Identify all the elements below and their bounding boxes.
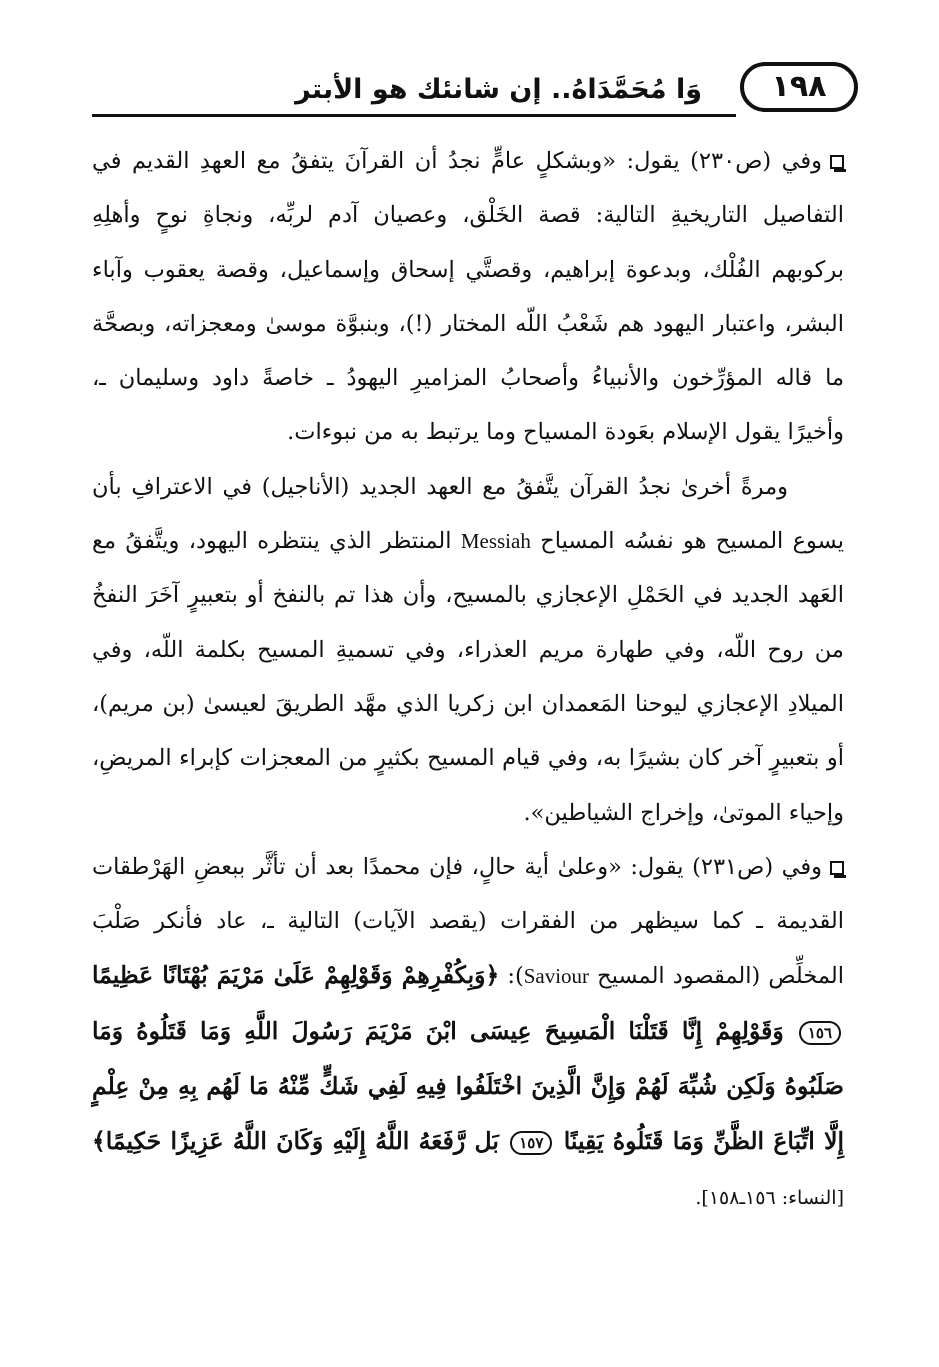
paragraph-3-text-b: ):: [507, 963, 524, 990]
paragraph-2-text-b: المنتظر الذي ينتظره اليهود، ويتَّفقُ مع العَهد الجديد في الحَمْلِ الإعجازي بالمسيح، وأن هذا تم بالنفخ أو بتعبيرٍ آخَرَ النفخُ من روح اللّه، وفي طهارة مريم العذراء، وفي تسميةِ المسيح بكلمة اللّه، وفي الميلادِ الإعجازي ليوحنا المَعمدان ابن زكريا الذي مهَّد الطريقَ لعيسىٰ (بن مريم)، أو بتعبيرٍ آخر كان بشيرًا به، وفي قيام المسيح بكثيرٍ من المعجزات كإبراء المريضِ، وإحياء الموتىٰ، وإخراج الشياطين».: [92, 528, 844, 826]
quran-verse-part-2: وَقَوْلِهِمْ إِنَّا قَتَلْنَا الْمَسِيحَ عِيسَى ابْنَ مَرْيَمَ رَسُولَ اللَّهِ وَمَا قَتَلُوهُ وَمَا صَلَبُوهُ وَلَكِن شُبِّهَ لَهُمْ وَإِنَّ الَّذِينَ اخْتَلَفُوا فِيهِ لَفِي شَكٍّ مِّنْهُ مَا لَهُم بِهِ مِنْ عِلْمٍ إِلَّا اتِّبَاعَ الظَّنِّ وَمَا قَتَلُوهُ يَقِينًا: [92, 1016, 845, 1156]
quran-verse-part-1: ﴿وَبِكُفْرِهِمْ وَقَوْلِهِمْ عَلَىٰ مَرْيَمَ بُهْتَانًا عَظِيمًا: [92, 961, 500, 990]
paragraph-2: [92, 460, 844, 840]
quran-citation: [النساء: ١٥٦ـ١٥٨].: [695, 1186, 844, 1209]
paragraph-3: [92, 840, 844, 1225]
running-title: وَا مُحَمَّدَاهُ.. إن شانئك هو الأبتر: [295, 74, 702, 105]
page-header: [92, 58, 862, 120]
paragraph-1: [92, 134, 844, 460]
page-number: ١٩٨: [771, 69, 827, 104]
paragraph-3-text-a: وفي (ص٢٣١) يقول: «وعلىٰ أية حالٍ، فإن محمدًا بعد أن تأثَّر ببعضِ الهَرْطقات القديمة ـ كما سيظهر من الفقرات (يقصد الآيات) التالية ـ، عاد فأنكر صَلْبَ المخلِّص (المقصود المسيح: [92, 853, 844, 990]
ayah-number-badge: ١٥٦: [799, 1021, 841, 1045]
paragraph-1-text: وفي (ص٢٣٠) يقول: «وبشكلٍ عامٍّ نجدُ أن القرآنَ يتفقُ مع العهدِ القديم في التفاصيل التاريخيةِ التالية: قصة الخَلْق، وعصيان آدم لربِّه، ونجاةِ نوحٍ وأهلِهِ بركوبهم الفُلْك، وبدعوة إبراهيم، وقصتَّي إسحاق وإسماعيل، وقصة يعقوب وآباء البشر، واعتبار اليهود هم شَعْبُ اللّه المختار (!)، وبنبوَّة موسىٰ ومعجزاته، وبصحَّة ما قاله المؤرِّخون والأنبياءُ وأصحابُ المزاميرِ اليهودُ ـ خاصةً داود وسليمان ـ، وأخيرًا يقول الإسلام بعَودة المسياح وما يرتبط به من نبوءات.: [92, 148, 844, 446]
body-text: [92, 134, 844, 1225]
square-bullet-icon: [830, 861, 844, 875]
paragraph-2-text-a: ومرةً أخرىٰ نجدُ القرآن يتَّفقُ مع العهد الجديد (الأناجيل) في الاعترافِ بأن يسوع المسيح هو نفسُه المسياح: [92, 473, 845, 555]
latin-term-messiah: Messiah: [460, 529, 531, 554]
ayah-number-badge: ١٥٧: [510, 1131, 552, 1155]
quran-verse-part-3: بَل رَّفَعَهُ اللَّهُ إِلَيْهِ وَكَانَ اللَّهُ عَزِيزًا حَكِيمًا﴾: [92, 1127, 499, 1156]
latin-term-saviour: Saviour: [523, 964, 590, 989]
header-rule: [92, 114, 736, 117]
square-bullet-icon: [830, 155, 844, 169]
page-number-frame: [740, 62, 858, 112]
